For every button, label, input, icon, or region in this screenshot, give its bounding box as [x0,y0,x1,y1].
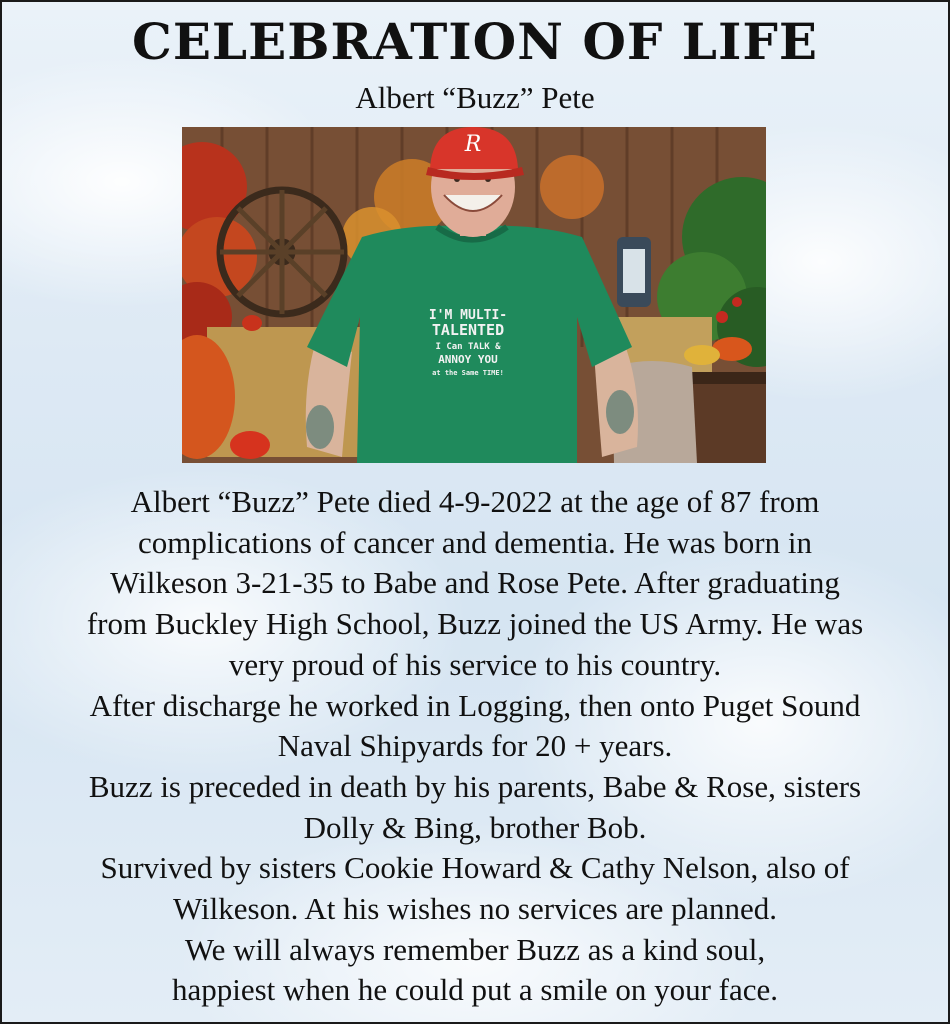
obituary-line: We will always remember Buzz as a kind soul, [184,931,766,967]
cap-logo: R [464,132,482,157]
shirt-line-4: ANNOY YOU [438,353,498,366]
obituary-text [12,482,938,1011]
obituary-line: Wilkeson. At his wishes no services are planned. [173,891,777,927]
deceased-name: Albert “Buzz” Pete [355,80,595,115]
shirt-line-2: TALENTED [431,321,505,339]
obituary-line: happiest when he could put a smile on your face. [171,972,779,1008]
obituary-line: Survived by sisters Cookie Howard & Cathy Nelson, also of [100,850,850,886]
obituary-line: Dolly & Bing, brother Bob. [303,809,647,845]
obituary-line: After discharge he worked in Logging, then onto Puget Sound [89,687,861,723]
obituary-line: very proud of his service to his country. [228,646,722,682]
obituary-line: Buzz is preceded in death by his parents, Babe & Rose, sisters [88,768,862,804]
shirt-line-3: I Can TALK & [435,342,501,352]
obituary-line: Albert “Buzz” Pete died 4-9-2022 at the age of 87 from [130,484,820,519]
shirt-line-5: at the Same TIME! [432,369,504,377]
obituary-line: from Buckley High School, Buzz joined the US Army. He was [86,606,864,642]
shirt-line-1: I'M MULTI- [428,308,508,323]
obituary-line: Naval Shipyards for 20 + years. [277,728,673,764]
obituary-line: complications of cancer and dementia. He was born in [137,524,812,560]
page-title: CELEBRATION OF LIFE [132,12,818,71]
memorial-photo [182,127,766,463]
obituary-line: Wilkeson 3-21-35 to Babe and Rose Pete. After graduating [110,565,840,601]
